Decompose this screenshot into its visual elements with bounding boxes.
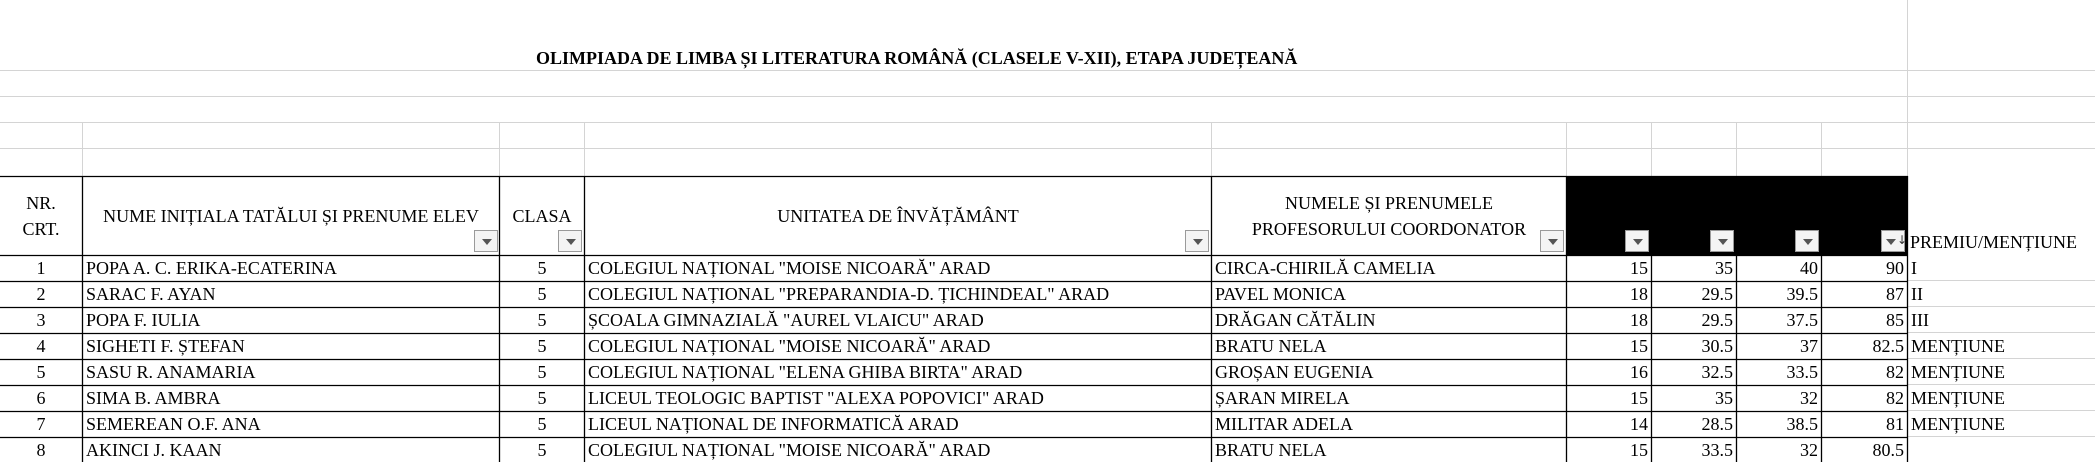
cell-s3[interactable]: 32 xyxy=(1800,440,1818,460)
cell-nr[interactable]: 3 xyxy=(36,310,46,330)
cell-profesor[interactable]: MILITAR ADELA xyxy=(1215,414,1354,434)
cell-nume[interactable]: POPA A. C. ERIKA-ECATERINA xyxy=(86,258,337,278)
header-premiu: PREMIU/MENȚIUNE xyxy=(1910,232,2077,252)
cell-premiu[interactable]: MENȚIUNE xyxy=(1911,362,2005,382)
cell-nume[interactable]: SARAC F. AYAN xyxy=(86,284,216,304)
header-profesor-label: NUMELE ȘI PRENUMELE PROFESORULUI COORDONATOR xyxy=(1251,193,1527,239)
cell-s1[interactable]: 15 xyxy=(1630,336,1648,356)
cell-premiu[interactable]: II xyxy=(1911,284,1923,304)
cell-clasa[interactable]: 5 xyxy=(537,284,547,304)
header-unitatea-label: UNITATEA DE ÎNVĂȚĂMÂNT xyxy=(777,206,1019,226)
cell-s2[interactable]: 35 xyxy=(1715,388,1733,408)
cell-s3[interactable]: 37 xyxy=(1800,336,1818,356)
cell-unitatea[interactable]: COLEGIUL NAȚIONAL "MOISE NICOARĂ" ARAD xyxy=(588,440,991,460)
cell-s2[interactable]: 29.5 xyxy=(1701,284,1733,304)
header-unitatea xyxy=(585,177,1211,255)
cell-s1[interactable]: 15 xyxy=(1630,440,1648,460)
cell-profesor[interactable]: GROȘAN EUGENIA xyxy=(1215,362,1374,382)
filter-dropdown-icon xyxy=(1718,239,1728,245)
filter-dropdown-icon xyxy=(482,239,492,245)
cell-profesor[interactable]: BRATU NELA xyxy=(1215,440,1327,460)
cell-clasa[interactable]: 5 xyxy=(537,362,547,382)
cell-total[interactable]: 82 xyxy=(1886,362,1904,382)
cell-nr[interactable]: 4 xyxy=(36,336,46,356)
filter-profesor-button[interactable] xyxy=(1540,230,1564,252)
cell-clasa[interactable]: 5 xyxy=(537,414,547,434)
cell-total[interactable]: 87 xyxy=(1886,284,1904,304)
cell-s2[interactable]: 35 xyxy=(1715,258,1733,278)
cell-nr[interactable]: 7 xyxy=(36,414,46,434)
cell-premiu[interactable]: III xyxy=(1911,310,1929,330)
header-nume-elev xyxy=(83,177,499,255)
cell-unitatea[interactable]: COLEGIUL NAȚIONAL "MOISE NICOARĂ" ARAD xyxy=(588,258,991,278)
cell-nume[interactable]: AKINCI J. KAAN xyxy=(86,440,222,460)
cell-s3[interactable]: 33.5 xyxy=(1786,362,1818,382)
cell-clasa[interactable]: 5 xyxy=(537,440,547,460)
cell-nume[interactable]: SIMA B. AMBRA xyxy=(86,388,221,408)
cell-s1[interactable]: 18 xyxy=(1630,310,1648,330)
filter-dropdown-icon xyxy=(1803,239,1813,245)
filter-score2-button[interactable] xyxy=(1710,230,1734,252)
cell-nume[interactable]: POPA F. IULIA xyxy=(86,310,201,330)
cell-s2[interactable]: 30.5 xyxy=(1701,336,1733,356)
cell-s1[interactable]: 16 xyxy=(1630,362,1648,382)
cell-premiu[interactable]: MENȚIUNE xyxy=(1911,336,2005,356)
filter-dropdown-icon xyxy=(1633,239,1643,245)
cell-nume[interactable]: SASU R. ANAMARIA xyxy=(86,362,256,382)
header-nr-crt-label: NR. CRT. xyxy=(22,193,60,239)
cell-nr[interactable]: 2 xyxy=(36,284,46,304)
header-nume-elev-label: NUME INIȚIALA TATĂLUI ȘI PRENUME ELEV xyxy=(103,206,479,226)
filter-score3-button[interactable] xyxy=(1795,230,1819,252)
header-clasa-label: CLASA xyxy=(512,206,572,226)
cell-unitatea[interactable]: COLEGIUL NAȚIONAL "ELENA GHIBA BIRTA" ARAD xyxy=(588,362,1023,382)
cell-s2[interactable]: 32.5 xyxy=(1701,362,1733,382)
cell-clasa[interactable]: 5 xyxy=(537,310,547,330)
filter-total-button[interactable]: ↓ xyxy=(1881,230,1905,252)
cell-total[interactable]: 82 xyxy=(1886,388,1904,408)
cell-profesor[interactable]: DRĂGAN CĂTĂLIN xyxy=(1215,310,1376,330)
sheet-title: OLIMPIADA DE LIMBA ȘI LITERATURA ROMÂNĂ (CLASELE V-XII), ETAPA JUDEȚEANĂ xyxy=(536,48,1298,68)
sort-descending-filter-icon xyxy=(1886,239,1896,245)
cell-nume[interactable]: SEMEREAN O.F. ANA xyxy=(86,414,261,434)
cell-unitatea[interactable]: COLEGIUL NAȚIONAL "MOISE NICOARĂ" ARAD xyxy=(588,336,991,356)
cell-s1[interactable]: 14 xyxy=(1630,414,1648,434)
cell-total[interactable]: 80.5 xyxy=(1872,440,1904,460)
cell-premiu[interactable]: I xyxy=(1911,258,1917,278)
cell-s3[interactable]: 40 xyxy=(1800,258,1818,278)
cell-total[interactable]: 90 xyxy=(1886,258,1904,278)
cell-s3[interactable]: 39.5 xyxy=(1786,284,1818,304)
cell-nume[interactable]: SIGHETI F. ȘTEFAN xyxy=(86,336,245,356)
header-profesor xyxy=(1212,177,1566,255)
cell-profesor[interactable]: ȘARAN MIRELA xyxy=(1215,388,1350,408)
cell-unitatea[interactable]: ȘCOALA GIMNAZIALĂ "AUREL VLAICU" ARAD xyxy=(588,310,984,330)
cell-nr[interactable]: 5 xyxy=(36,362,46,382)
cell-premiu[interactable] xyxy=(1908,438,2095,463)
filter-unitatea-button[interactable] xyxy=(1185,230,1209,252)
cell-nr[interactable]: 8 xyxy=(36,440,46,460)
filter-clasa-button[interactable] xyxy=(558,230,582,252)
cell-s3[interactable]: 37.5 xyxy=(1786,310,1818,330)
cell-clasa[interactable]: 5 xyxy=(537,336,547,356)
filter-nume-button[interactable] xyxy=(474,230,498,252)
cell-s2[interactable]: 28.5 xyxy=(1701,414,1733,434)
cell-s1[interactable]: 15 xyxy=(1630,388,1648,408)
cell-total[interactable]: 82.5 xyxy=(1872,336,1904,356)
cell-s1[interactable]: 18 xyxy=(1630,284,1648,304)
cell-profesor[interactable]: CIRCA-CHIRILĂ CAMELIA xyxy=(1215,258,1436,278)
cell-total[interactable]: 81 xyxy=(1886,414,1904,434)
cell-profesor[interactable]: PAVEL MONICA xyxy=(1215,284,1346,304)
header-nr-crt xyxy=(0,177,82,255)
cell-nr[interactable]: 1 xyxy=(36,258,46,278)
score-header-block xyxy=(1566,176,1908,255)
cell-unitatea[interactable]: LICEUL NAȚIONAL DE INFORMATICĂ ARAD xyxy=(588,414,959,434)
cell-premiu[interactable]: MENȚIUNE xyxy=(1911,414,2005,434)
cell-s1[interactable]: 15 xyxy=(1630,258,1648,278)
cell-nr[interactable]: 6 xyxy=(36,388,46,408)
cell-s3[interactable]: 38.5 xyxy=(1786,414,1818,434)
filter-dropdown-icon xyxy=(566,239,576,245)
cell-s2[interactable]: 33.5 xyxy=(1701,440,1733,460)
filter-score1-button[interactable] xyxy=(1625,230,1649,252)
cell-clasa[interactable]: 5 xyxy=(537,258,547,278)
cell-unitatea[interactable]: COLEGIUL NAȚIONAL "PREPARANDIA-D. ȚICHINDEAL" ARAD xyxy=(588,284,1110,304)
cell-s3[interactable]: 32 xyxy=(1800,388,1818,408)
cell-clasa[interactable]: 5 xyxy=(537,388,547,408)
cell-s2[interactable]: 29.5 xyxy=(1701,310,1733,330)
cell-premiu[interactable]: MENȚIUNE xyxy=(1911,388,2005,408)
cell-profesor[interactable]: BRATU NELA xyxy=(1215,336,1327,356)
cell-total[interactable]: 85 xyxy=(1886,310,1904,330)
filter-dropdown-icon xyxy=(1548,239,1558,245)
cell-unitatea[interactable]: LICEUL TEOLOGIC BAPTIST "ALEXA POPOVICI" ARAD xyxy=(588,388,1044,408)
filter-dropdown-icon xyxy=(1193,239,1203,245)
